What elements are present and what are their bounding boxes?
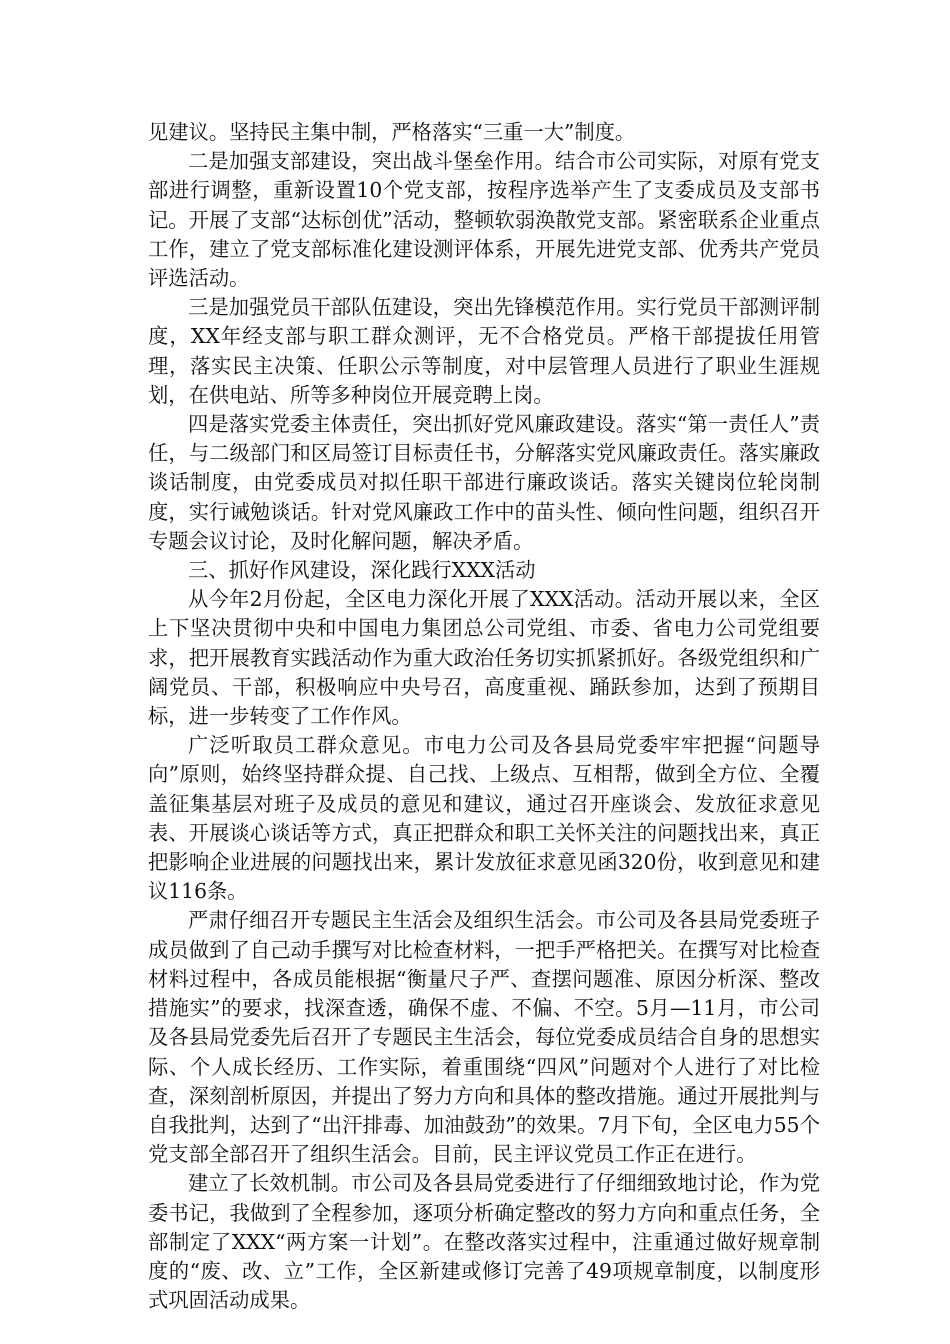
document-body xyxy=(148,118,820,1315)
paragraph-party-responsibility: 四是落实党委主体责任，突出抓好党风廉政建设。落实“第一责任人”责任，与二级部门和区局签订目标责任书，分解落实党风廉政责任。落实廉政谈话制度，由党委成员对拟任职干部进行廉政谈话。落实关键岗位轮岗制度，实行诫勉谈话。针对党风廉政工作中的苗头性、倾向性问题，组织召开专题会议讨论，及时化解问题，解决矛盾。 xyxy=(148,412,820,553)
paragraph-listen-opinions: 广泛听取员工群众意见。市电力公司及各县局党委牢牢把握“问题导向”原则，始终坚持群众提、自己找、上级点、互相帮，做到全方位、全覆盖征集基层对班子及成员的意见和建议，通过召开座谈会、发放征求意见表、开展谈心谈话等方式，真正把群众和职工关怀关注的问题找出来，真正把影响企业进展的问题找出来，累计发放征求意见函320份，收到意见和建议116条。 xyxy=(148,733,820,904)
paragraph-cadre-team: 三是加强党员干部队伍建设，突出先锋模范作用。实行党员干部测评制度，XX年经支部与职工群众测评，无不合格党员。严格干部提拔任用管理，落实民主决策、任职公示等制度，对中层管理人员进行了职业生涯规划，在供电站、所等多种岗位开展竞聘上岗。 xyxy=(148,295,820,407)
paragraph-long-term-mechanism: 建立了长效机制。市公司及各县局党委进行了仔细细致地讨论，作为党委书记，我做到了全程参加，逐项分析确定整改的努力方向和重点任务，全部制定了XXX“两方案一计划”。在整改落实过程中，注重通过做好规章制度的“废、改、立”工作，全区新建或修订完善了49项规章制度，以制度形式巩固活动成果。 xyxy=(148,1171,820,1313)
paragraph-continuation: 见建议。坚持民主集中制，严格落实“三重一大”制度。 xyxy=(148,120,636,144)
paragraph-branch-building: 二是加强支部建设，突出战斗堡垒作用。结合市公司实际，对原有党支部进行调整，重新设置10个党支部，按程序选举产生了支委成员及支部书记。开展了支部“达标创优”活动，整顿软弱涣散党支部。紧密联系企业重点工作，建立了党支部标准化建设测评体系，开展先进党支部、优秀共产党员评选活动。 xyxy=(148,149,820,291)
paragraph-activity-overview: 从今年2月份起，全区电力深化开展了XXX活动。活动开展以来，全区上下坚决贯彻中央和中国电力集团总公司党组、市委、省电力公司党组要求，把开展教育实践活动作为重大政治任务切实抓紧抓好。各级党组织和广阔党员、干部，积极响应中央号召，高度重视、踊跃参加，达到了预期目标，进一步转变了工作作风。 xyxy=(148,587,820,729)
section-heading: 三、抓好作风建设，深化践行XXX活动 xyxy=(188,558,536,583)
paragraph-democratic-meetings: 严肃仔细召开专题民主生活会及组织生活会。市公司及各县局党委班子成员做到了自己动手撰写对比检查材料，一把手严格把关。在撰写对比检查材料过程中，各成员能根据“衡量尺子严、查摆问题准、原因分析深、整改措施实”的要求，找深查透，确保不虚、不偏、不空。5月—11月，市公司及各县局党委先后召开了专题民主生活会，每位党委成员结合自身的思想实际、个人成长经历、工作实际，着重围绕“四风”问题对个人进行了对比检查，深刻剖析原因，并提出了努力方向和具体的整改措施。通过开展批判与自我批判，达到了“出汗排毒、加油鼓劲”的效果。7月下旬，全区电力55个党支部全部召开了组织生活会。目前，民主评议党员工作正在进行。 xyxy=(148,908,820,1167)
